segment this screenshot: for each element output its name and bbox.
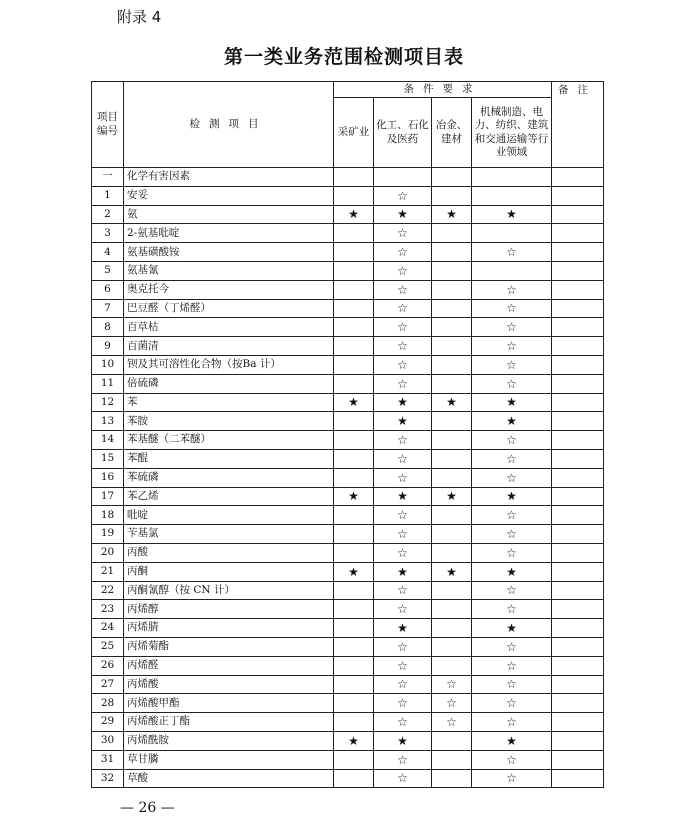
mining-cell: ★	[334, 562, 374, 581]
metallurgy-cell: ☆	[432, 694, 472, 713]
mining-cell	[334, 468, 374, 487]
detection-items-table	[91, 81, 604, 788]
section-name: 化学有害因素	[124, 168, 334, 187]
mining-cell	[334, 224, 374, 243]
machinery-cell	[472, 224, 552, 243]
remarks-cell	[552, 769, 604, 788]
item-name: 苄基氯	[124, 525, 334, 544]
remarks-cell	[552, 449, 604, 468]
table-row	[92, 186, 604, 205]
table-row	[92, 506, 604, 525]
metallurgy-cell	[432, 261, 472, 280]
table-row	[92, 468, 604, 487]
item-name: 苯醌	[124, 449, 334, 468]
machinery-cell: ☆	[472, 543, 552, 562]
remarks-cell	[552, 619, 604, 638]
page-number: — 26 —	[120, 800, 175, 816]
chemical-cell: ☆	[374, 449, 432, 468]
mining-cell: ★	[334, 205, 374, 224]
remarks-cell	[552, 355, 604, 374]
table-row	[92, 562, 604, 581]
mining-cell	[334, 506, 374, 525]
item-no: 21	[92, 562, 124, 581]
machinery-cell: ☆	[472, 280, 552, 299]
item-name: 丙烯菊酯	[124, 637, 334, 656]
chemical-cell: ☆	[374, 468, 432, 487]
remarks-cell	[552, 468, 604, 487]
item-name: 苯	[124, 393, 334, 412]
mining-cell	[334, 769, 374, 788]
header-remarks: 备注	[552, 82, 604, 168]
item-name: 苯胺	[124, 412, 334, 431]
remarks-cell	[552, 506, 604, 525]
table-row	[92, 205, 604, 224]
metallurgy-cell	[432, 619, 472, 638]
chemical-cell: ☆	[374, 261, 432, 280]
metallurgy-cell	[432, 243, 472, 262]
metallurgy-cell	[432, 224, 472, 243]
table-row	[92, 393, 604, 412]
item-name: 钡及其可溶性化合物（按Ba 计）	[124, 355, 334, 374]
metallurgy-cell	[432, 280, 472, 299]
table-row	[92, 543, 604, 562]
machinery-cell: ★	[472, 731, 552, 750]
mining-cell	[334, 355, 374, 374]
machinery-cell	[472, 186, 552, 205]
item-name: 草甘膦	[124, 750, 334, 769]
item-no: 12	[92, 393, 124, 412]
chemical-cell: ☆	[374, 506, 432, 525]
table-row	[92, 525, 604, 544]
table-row	[92, 713, 604, 732]
machinery-cell: ☆	[472, 637, 552, 656]
metallurgy-cell	[432, 412, 472, 431]
item-no: 29	[92, 713, 124, 732]
remarks-cell	[552, 600, 604, 619]
metallurgy-cell	[432, 468, 472, 487]
remarks-cell	[552, 261, 604, 280]
metallurgy-cell	[432, 337, 472, 356]
remarks-cell	[552, 299, 604, 318]
remarks-cell	[552, 374, 604, 393]
machinery-cell: ☆	[472, 299, 552, 318]
table-row	[92, 412, 604, 431]
metallurgy-cell	[432, 581, 472, 600]
item-no: 26	[92, 656, 124, 675]
item-no: 18	[92, 506, 124, 525]
mining-cell	[334, 431, 374, 450]
page-title: 第一类业务范围检测项目表	[223, 46, 464, 68]
metallurgy-cell	[432, 449, 472, 468]
mining-cell	[334, 280, 374, 299]
mining-cell	[334, 656, 374, 675]
chemical-cell: ☆	[374, 769, 432, 788]
chemical-cell: ★	[374, 487, 432, 506]
mining-cell	[334, 543, 374, 562]
table-row	[92, 637, 604, 656]
remarks-cell	[552, 750, 604, 769]
chemical-cell: ★	[374, 562, 432, 581]
remarks-cell	[552, 224, 604, 243]
table-row	[92, 675, 604, 694]
machinery-cell: ☆	[472, 769, 552, 788]
item-no: 22	[92, 581, 124, 600]
item-name: 丙烯酸正丁酯	[124, 713, 334, 732]
chemical-cell: ☆	[374, 656, 432, 675]
item-no: 28	[92, 694, 124, 713]
mining-cell	[334, 713, 374, 732]
item-name: 倍硫磷	[124, 374, 334, 393]
remarks-cell	[552, 431, 604, 450]
item-no: 1	[92, 186, 124, 205]
metallurgy-cell	[432, 299, 472, 318]
mining-cell	[334, 412, 374, 431]
machinery-cell: ★	[472, 562, 552, 581]
machinery-cell: ☆	[472, 750, 552, 769]
table-row	[92, 619, 604, 638]
chemical-cell: ☆	[374, 318, 432, 337]
machinery-cell: ★	[472, 205, 552, 224]
chemical-cell: ☆	[374, 600, 432, 619]
mining-cell	[334, 261, 374, 280]
table-row	[92, 299, 604, 318]
item-no: 4	[92, 243, 124, 262]
metallurgy-cell: ☆	[432, 675, 472, 694]
table-row	[92, 581, 604, 600]
mining-cell	[334, 243, 374, 262]
item-name: 百菌清	[124, 337, 334, 356]
item-name: 吡啶	[124, 506, 334, 525]
chemical-cell: ★	[374, 731, 432, 750]
item-name: 丙烯腈	[124, 619, 334, 638]
item-no: 30	[92, 731, 124, 750]
machinery-cell: ☆	[472, 525, 552, 544]
table-row	[92, 769, 604, 788]
item-name: 安妥	[124, 186, 334, 205]
chemical-cell: ☆	[374, 637, 432, 656]
item-no: 16	[92, 468, 124, 487]
machinery-cell: ☆	[472, 374, 552, 393]
mining-cell	[334, 694, 374, 713]
remarks-cell	[552, 280, 604, 299]
mining-cell: ★	[334, 731, 374, 750]
table-row	[92, 337, 604, 356]
chemical-cell: ☆	[374, 355, 432, 374]
machinery-cell: ★	[472, 487, 552, 506]
remarks-cell	[552, 713, 604, 732]
table-row	[92, 243, 604, 262]
item-name: 2-氨基吡啶	[124, 224, 334, 243]
metallurgy-cell: ★	[432, 393, 472, 412]
chemical-cell: ☆	[374, 525, 432, 544]
remarks-cell	[552, 186, 604, 205]
item-name: 丙烯酸	[124, 675, 334, 694]
table-row	[92, 374, 604, 393]
chemical-cell: ☆	[374, 337, 432, 356]
metallurgy-cell	[432, 374, 472, 393]
remarks-cell	[552, 393, 604, 412]
chemical-cell: ★	[374, 393, 432, 412]
item-name: 百草枯	[124, 318, 334, 337]
table-row	[92, 449, 604, 468]
item-no: 6	[92, 280, 124, 299]
header-item-name: 检测项目	[124, 82, 334, 168]
machinery-cell: ☆	[472, 243, 552, 262]
machinery-cell: ☆	[472, 506, 552, 525]
mining-cell	[334, 299, 374, 318]
metallurgy-cell	[432, 750, 472, 769]
item-no: 14	[92, 431, 124, 450]
remarks-cell	[552, 525, 604, 544]
metallurgy-cell	[432, 543, 472, 562]
chemical-cell: ☆	[374, 694, 432, 713]
machinery-cell: ☆	[472, 600, 552, 619]
table-row	[92, 487, 604, 506]
header-mining: 采矿业	[334, 98, 374, 168]
machinery-cell: ☆	[472, 713, 552, 732]
machinery-cell: ★	[472, 393, 552, 412]
item-no: 19	[92, 525, 124, 544]
item-no: 31	[92, 750, 124, 769]
remarks-cell	[552, 731, 604, 750]
item-name: 丙酮氰醇（按 CN 计）	[124, 581, 334, 600]
metallurgy-cell	[432, 769, 472, 788]
item-name: 苯硫磷	[124, 468, 334, 487]
mining-cell	[334, 750, 374, 769]
metallurgy-cell	[432, 355, 472, 374]
section-no: 一	[92, 168, 124, 187]
metallurgy-cell	[432, 525, 472, 544]
table-row	[92, 280, 604, 299]
chemical-cell: ☆	[374, 224, 432, 243]
remarks-cell	[552, 581, 604, 600]
table-body	[92, 168, 604, 788]
mining-cell	[334, 637, 374, 656]
mining-cell	[334, 675, 374, 694]
mining-cell	[334, 374, 374, 393]
table-row	[92, 224, 604, 243]
item-no: 27	[92, 675, 124, 694]
chemical-cell: ★	[374, 619, 432, 638]
mining-cell	[334, 337, 374, 356]
appendix-label: 附录 4	[117, 8, 162, 26]
machinery-cell: ☆	[472, 431, 552, 450]
chemical-cell: ☆	[374, 243, 432, 262]
header-machinery: 机械制造、电力、纺织、建筑和交通运输等行业领域	[472, 98, 552, 168]
item-no: 20	[92, 543, 124, 562]
item-name: 苯基醚（二苯醚）	[124, 431, 334, 450]
item-name: 氨基磺酸铵	[124, 243, 334, 262]
item-no: 7	[92, 299, 124, 318]
item-no: 23	[92, 600, 124, 619]
remarks-cell	[552, 694, 604, 713]
item-no: 5	[92, 261, 124, 280]
item-no: 13	[92, 412, 124, 431]
remarks-cell	[552, 637, 604, 656]
item-no: 15	[92, 449, 124, 468]
machinery-cell: ☆	[472, 656, 552, 675]
chemical-cell: ☆	[374, 431, 432, 450]
item-name: 丙烯醇	[124, 600, 334, 619]
mining-cell	[334, 525, 374, 544]
metallurgy-cell: ★	[432, 562, 472, 581]
mining-cell	[334, 619, 374, 638]
table-row	[92, 355, 604, 374]
item-no: 25	[92, 637, 124, 656]
metallurgy-cell: ★	[432, 487, 472, 506]
metallurgy-cell	[432, 637, 472, 656]
metallurgy-cell: ★	[432, 205, 472, 224]
mining-cell	[334, 318, 374, 337]
item-name: 氨基氰	[124, 261, 334, 280]
mining-cell	[334, 186, 374, 205]
remarks-cell	[552, 243, 604, 262]
machinery-cell: ☆	[472, 355, 552, 374]
remarks-cell	[552, 205, 604, 224]
chemical-cell: ★	[374, 412, 432, 431]
header-metallurgy: 冶金、建材	[432, 98, 472, 168]
chemical-cell: ☆	[374, 713, 432, 732]
item-name: 奥克托今	[124, 280, 334, 299]
remarks-cell	[552, 412, 604, 431]
machinery-cell: ☆	[472, 468, 552, 487]
item-name: 丙酮	[124, 562, 334, 581]
item-no: 17	[92, 487, 124, 506]
item-name: 丙烯酸甲酯	[124, 694, 334, 713]
mining-cell: ★	[334, 487, 374, 506]
machinery-cell: ☆	[472, 694, 552, 713]
metallurgy-cell	[432, 731, 472, 750]
table-row	[92, 600, 604, 619]
machinery-cell: ★	[472, 412, 552, 431]
machinery-cell: ☆	[472, 581, 552, 600]
machinery-cell: ☆	[472, 675, 552, 694]
section-row	[92, 168, 604, 187]
machinery-cell: ★	[472, 619, 552, 638]
machinery-cell: ☆	[472, 337, 552, 356]
remarks-cell	[552, 337, 604, 356]
table-row	[92, 318, 604, 337]
remarks-cell	[552, 562, 604, 581]
table-row	[92, 750, 604, 769]
remarks-cell	[552, 487, 604, 506]
metallurgy-cell	[432, 656, 472, 675]
item-name: 氨	[124, 205, 334, 224]
metallurgy-cell	[432, 186, 472, 205]
metallurgy-cell	[432, 318, 472, 337]
item-no: 3	[92, 224, 124, 243]
item-no: 8	[92, 318, 124, 337]
mining-cell: ★	[334, 393, 374, 412]
table-row	[92, 431, 604, 450]
item-name: 巴豆醛（丁烯醛）	[124, 299, 334, 318]
mining-cell	[334, 581, 374, 600]
item-no: 24	[92, 619, 124, 638]
metallurgy-cell	[432, 600, 472, 619]
chemical-cell: ☆	[374, 374, 432, 393]
metallurgy-cell: ☆	[432, 713, 472, 732]
remarks-cell	[552, 656, 604, 675]
chemical-cell: ☆	[374, 750, 432, 769]
mining-cell	[334, 600, 374, 619]
chemical-cell: ☆	[374, 280, 432, 299]
chemical-cell: ☆	[374, 581, 432, 600]
metallurgy-cell	[432, 506, 472, 525]
item-name: 丙烯醛	[124, 656, 334, 675]
chemical-cell: ☆	[374, 299, 432, 318]
item-name: 丙烯酰胺	[124, 731, 334, 750]
table-row	[92, 261, 604, 280]
chemical-cell: ☆	[374, 675, 432, 694]
chemical-cell: ☆	[374, 543, 432, 562]
header-conditions: 条件要求	[334, 82, 552, 98]
mining-cell	[334, 449, 374, 468]
remarks-cell	[552, 675, 604, 694]
remarks-cell	[552, 318, 604, 337]
item-no: 32	[92, 769, 124, 788]
item-no: 2	[92, 205, 124, 224]
table-row	[92, 731, 604, 750]
remarks-cell	[552, 543, 604, 562]
machinery-cell	[472, 261, 552, 280]
item-no: 10	[92, 355, 124, 374]
header-chemical: 化工、石化及医药	[374, 98, 432, 168]
item-name: 草酸	[124, 769, 334, 788]
machinery-cell: ☆	[472, 318, 552, 337]
table-row	[92, 656, 604, 675]
item-name: 苯乙烯	[124, 487, 334, 506]
chemical-cell: ☆	[374, 186, 432, 205]
metallurgy-cell	[432, 431, 472, 450]
chemical-cell: ★	[374, 205, 432, 224]
table-row	[92, 694, 604, 713]
item-no: 9	[92, 337, 124, 356]
item-name: 丙酸	[124, 543, 334, 562]
item-no: 11	[92, 374, 124, 393]
machinery-cell: ☆	[472, 449, 552, 468]
header-item-no: 项目编号	[92, 82, 124, 168]
